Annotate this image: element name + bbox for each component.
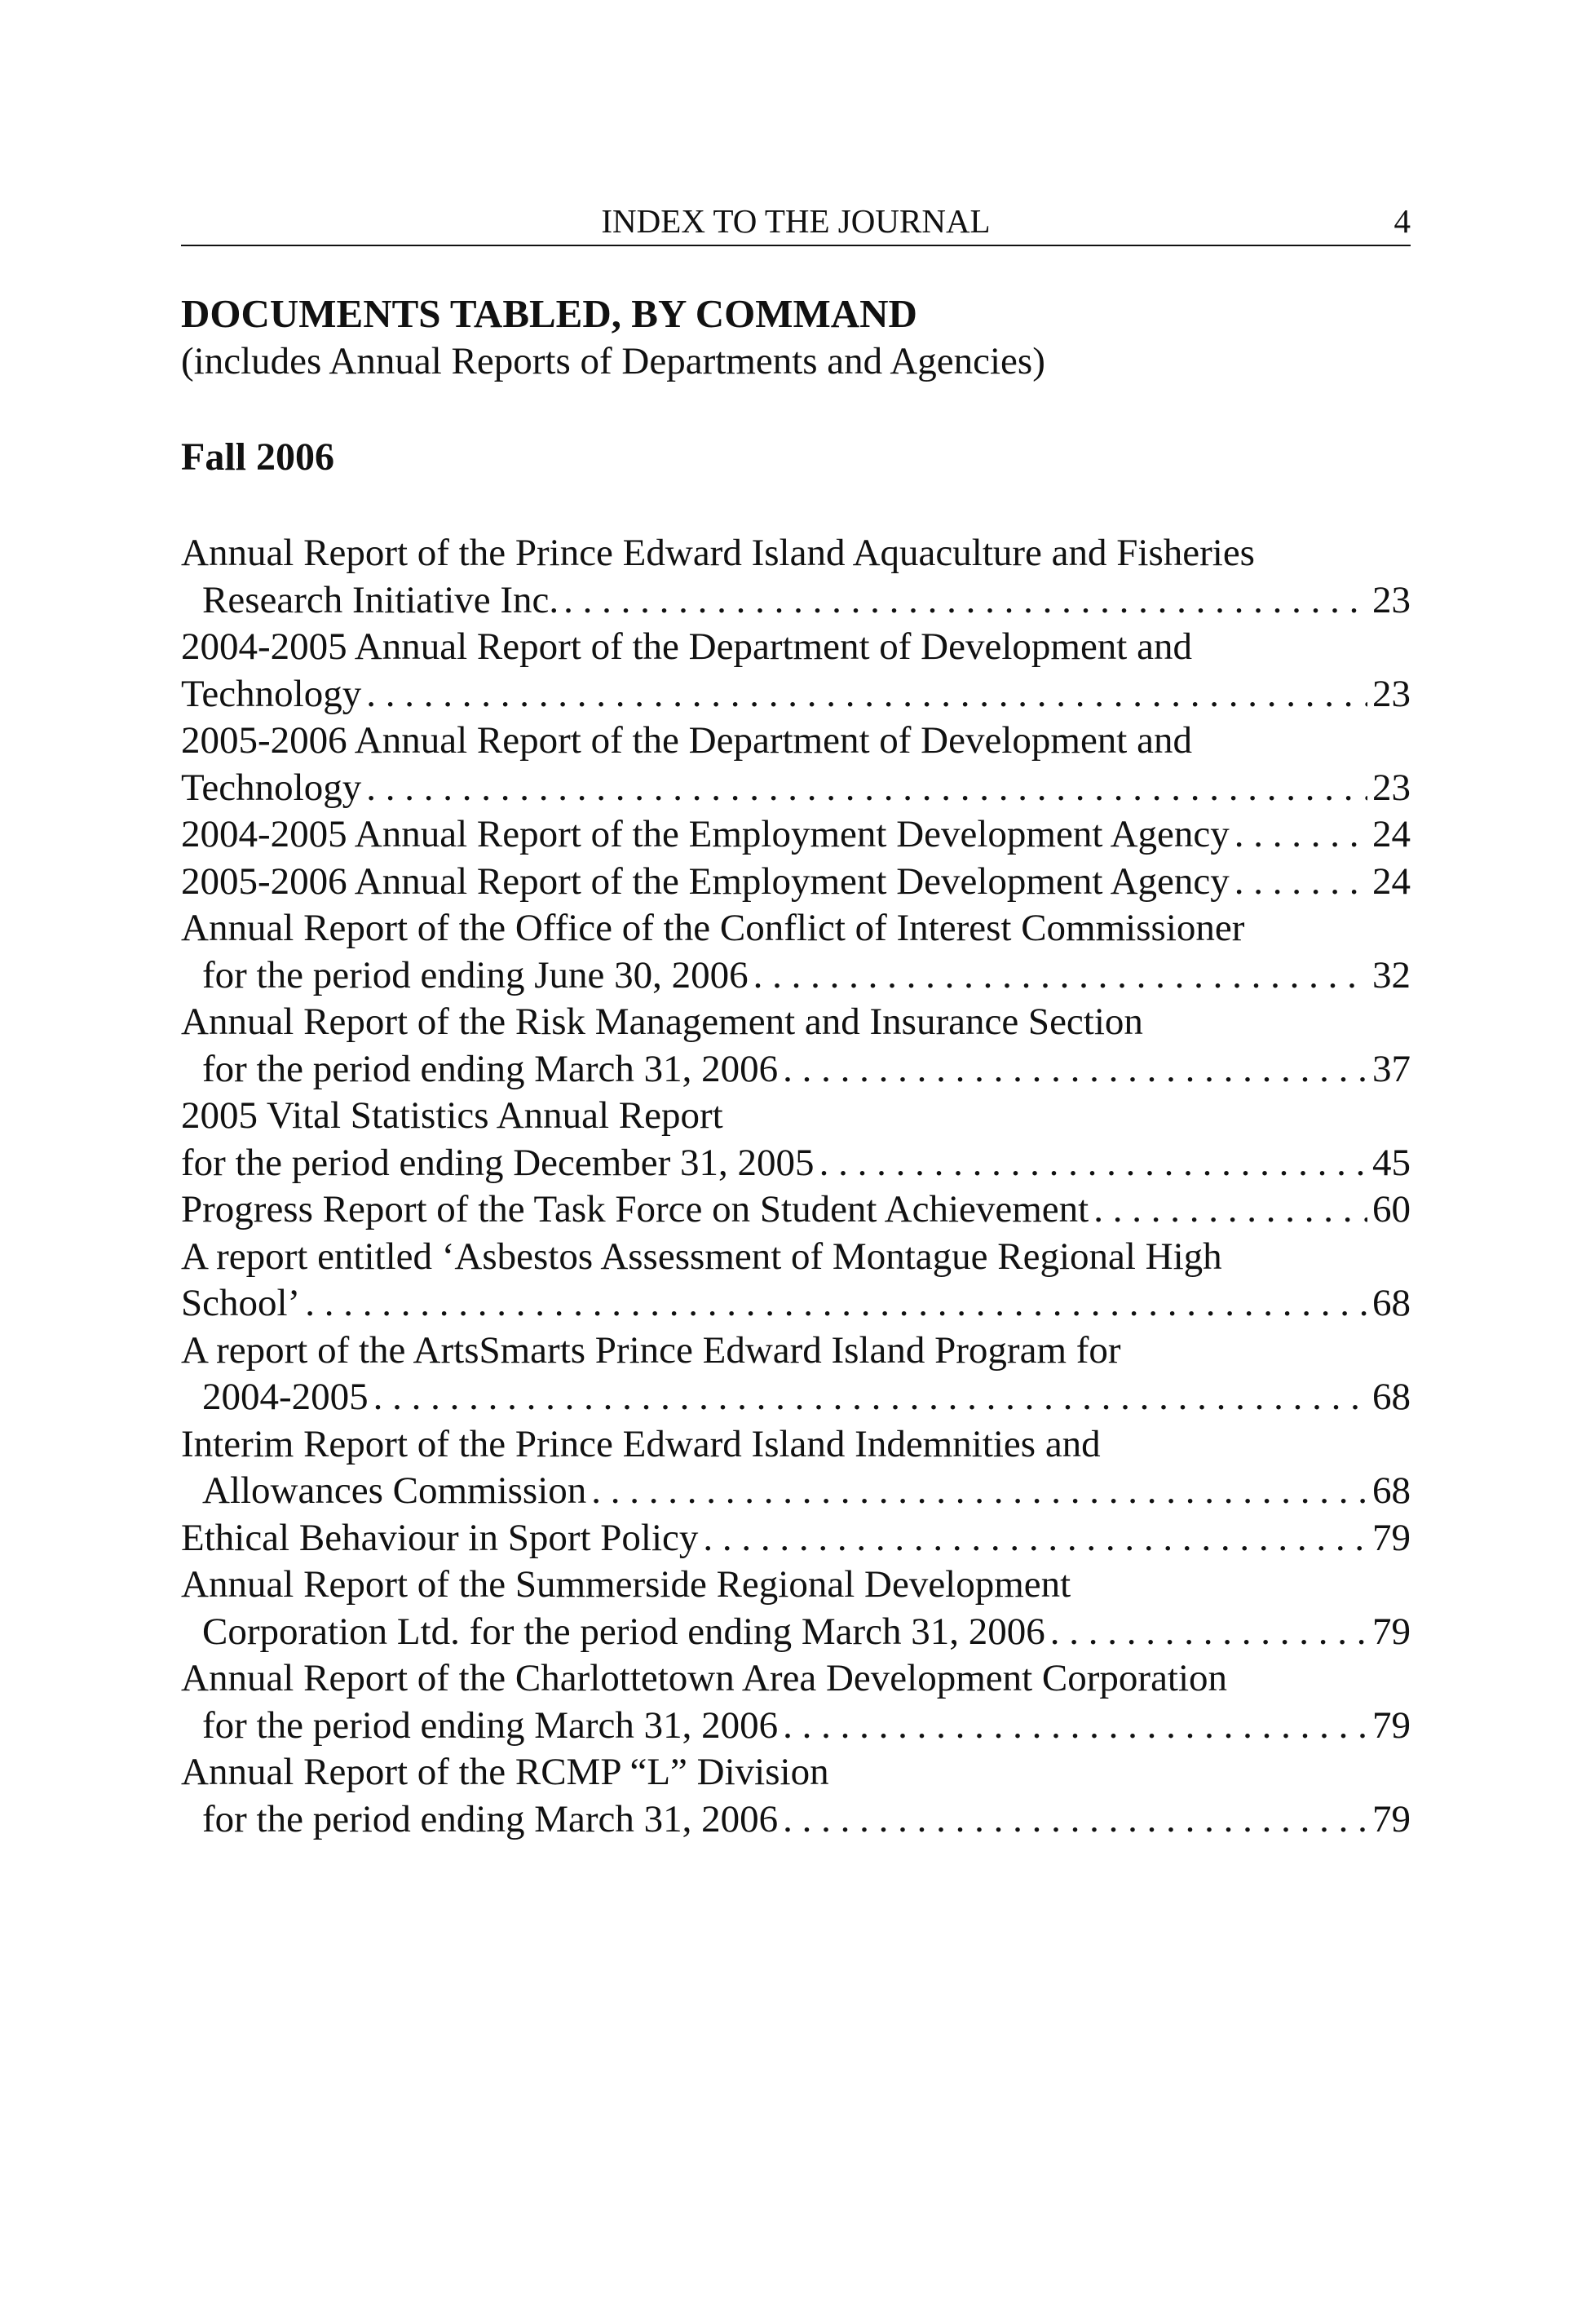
dot-leader [366, 671, 1367, 718]
entry-title-line: 2004-2005 Annual Report of the Department of Development and [181, 625, 1192, 668]
entry-title-continuation: Technology [181, 672, 362, 715]
entry-leader-line [181, 1468, 1411, 1515]
header-page-number: 4 [1393, 202, 1411, 240]
dot-leader [819, 1140, 1367, 1187]
entry-leader-line [181, 1796, 1411, 1844]
document-entry [181, 999, 1411, 1093]
entry-page-number: 37 [1372, 1047, 1411, 1090]
entry-title-continuation: for the period ending June 30, 2006 [202, 953, 749, 996]
document-entry [181, 718, 1411, 811]
entry-page-number: 79 [1372, 1610, 1411, 1653]
entry-leader-line [181, 1609, 1411, 1656]
dot-leader [366, 765, 1367, 812]
entry-leader-line [181, 1140, 1411, 1187]
entry-leader-line [181, 952, 1411, 1000]
document-entry [181, 1749, 1411, 1843]
dot-leader [783, 1703, 1367, 1750]
dot-leader [703, 1515, 1367, 1562]
document-entry [181, 1186, 1411, 1234]
entry-leader-line [181, 859, 1411, 906]
entry-title-continuation: Ethical Behaviour in Sport Policy [181, 1516, 699, 1559]
entry-title-continuation: for the period ending March 31, 2006 [202, 1047, 779, 1090]
dot-leader [783, 1796, 1367, 1844]
entry-title-continuation: Technology [181, 766, 362, 809]
document-entry [181, 1655, 1411, 1749]
entry-leader-line [181, 1280, 1411, 1328]
dot-leader [563, 577, 1367, 625]
entry-title-line: 2005 Vital Statistics Annual Report [181, 1094, 723, 1137]
running-header [181, 201, 1411, 246]
entry-page-number: 68 [1372, 1376, 1411, 1418]
entry-title-continuation: 2005-2006 Annual Report of the Employment Development Agency [181, 859, 1230, 903]
entry-title-continuation: Allowances Commission [202, 1469, 587, 1512]
entry-leader-line [181, 765, 1411, 812]
entry-leader-line [181, 1046, 1411, 1094]
entry-page-number: 32 [1372, 953, 1411, 996]
entry-leader-line [181, 577, 1411, 625]
entry-title-line: A report of the ArtsSmarts Prince Edward Island Program for [181, 1328, 1121, 1372]
entry-page-number: 79 [1372, 1516, 1411, 1559]
entry-title-line: Annual Report of the Prince Edward Island Aquaculture and Fisheries [181, 532, 1255, 574]
entry-page-number: 79 [1372, 1797, 1411, 1840]
entry-title-continuation: School’ [181, 1282, 301, 1324]
entry-page-number: 24 [1372, 859, 1411, 903]
document-entry [181, 905, 1411, 999]
dot-leader [1234, 859, 1367, 906]
dot-leader [783, 1046, 1367, 1094]
document-entry [181, 624, 1411, 718]
document-entry [181, 1234, 1411, 1328]
document-entry [181, 1328, 1411, 1421]
entry-title-continuation: Corporation Ltd. for the period ending March 31, 2006 [202, 1610, 1045, 1653]
entry-title-continuation: Research Initiative Inc. [202, 578, 559, 621]
dot-leader [1093, 1186, 1367, 1234]
dot-leader [591, 1468, 1367, 1515]
journal-index-page [181, 201, 1411, 1843]
dot-leader [373, 1374, 1367, 1421]
entry-title-line: Annual Report of the Office of the Conflict of Interest Commissioner [181, 907, 1245, 949]
document-entry [181, 1515, 1411, 1562]
entry-title-continuation: for the period ending December 31, 2005 [181, 1141, 815, 1184]
entry-title-continuation: Progress Report of the Task Force on Student Achievement [181, 1188, 1089, 1230]
entry-leader-line [181, 1186, 1411, 1234]
entry-leader-line [181, 1703, 1411, 1750]
document-entry [181, 1093, 1411, 1186]
section-title: DOCUMENTS TABLED, BY COMMAND [181, 291, 917, 336]
entry-page-number: 24 [1372, 813, 1411, 855]
document-entry [181, 530, 1411, 624]
entry-page-number: 23 [1372, 766, 1411, 809]
section-subtitle: (includes Annual Reports of Departments and Agencies) [181, 340, 1045, 382]
entry-title-continuation: for the period ending March 31, 2006 [202, 1797, 779, 1840]
document-entry-list [181, 530, 1411, 1843]
entry-page-number: 79 [1372, 1703, 1411, 1747]
header-title: INDEX TO THE JOURNAL [601, 202, 991, 240]
entry-leader-line [181, 811, 1411, 859]
entry-title-line: Annual Report of the Summerside Regional Development [181, 1563, 1071, 1606]
entry-leader-line [181, 1515, 1411, 1562]
entry-page-number: 23 [1372, 578, 1411, 621]
entry-page-number: 68 [1372, 1469, 1411, 1512]
entry-title-line: Annual Report of the RCMP “L” Division [181, 1751, 829, 1793]
entry-title-continuation: for the period ending March 31, 2006 [202, 1703, 779, 1747]
entry-leader-line [181, 671, 1411, 718]
entry-title-line: Annual Report of the Risk Management and Insurance Section [181, 1001, 1143, 1043]
period-heading: Fall 2006 [181, 435, 334, 479]
dot-leader [305, 1280, 1367, 1328]
entry-page-number: 45 [1372, 1141, 1411, 1184]
dot-leader [1234, 811, 1367, 859]
entry-title-line: A report entitled ‘Asbestos Assessment of Montague Regional High [181, 1235, 1222, 1278]
dot-leader [753, 952, 1367, 1000]
entry-leader-line [181, 1374, 1411, 1421]
dot-leader [1050, 1609, 1367, 1656]
entry-title-line: Annual Report of the Charlottetown Area Development Corporation [181, 1657, 1228, 1699]
entry-page-number: 60 [1372, 1188, 1411, 1230]
entry-title-line: Interim Report of the Prince Edward Island Indemnities and [181, 1422, 1101, 1465]
entry-title-continuation: 2004-2005 Annual Report of the Employment Development Agency [181, 813, 1230, 855]
entry-title-continuation: 2004-2005 [202, 1376, 369, 1418]
document-entry [181, 811, 1411, 859]
document-entry [181, 1421, 1411, 1515]
document-entry [181, 1562, 1411, 1655]
entry-page-number: 68 [1372, 1282, 1411, 1324]
entry-title-line: 2005-2006 Annual Report of the Department of Development and [181, 719, 1192, 762]
document-entry [181, 859, 1411, 906]
entry-page-number: 23 [1372, 672, 1411, 715]
